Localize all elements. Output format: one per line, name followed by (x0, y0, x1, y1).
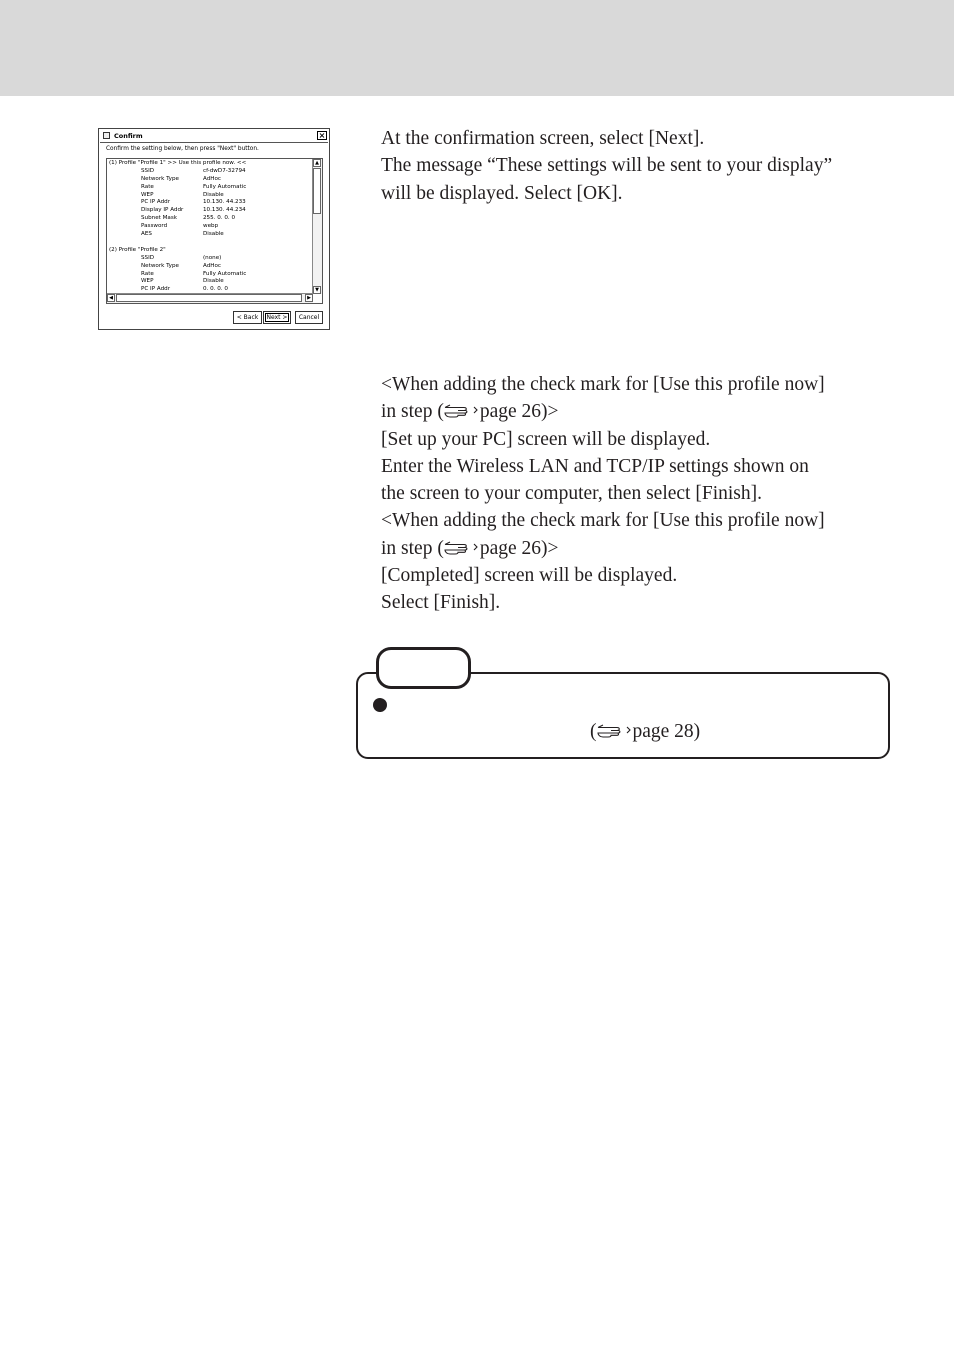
step-confirm-text (381, 125, 901, 207)
profile2-header: (2) Profile "Profile 2" (109, 246, 166, 253)
setting-value: 0. 0. 0. 0 (203, 286, 228, 293)
setting-value: webp (203, 223, 219, 230)
pointing-hand-icon (444, 404, 478, 418)
scroll-right-icon[interactable]: ▶ (305, 294, 313, 302)
page-ref: page 26)> (479, 401, 559, 423)
setting-key: WEP (141, 191, 154, 198)
close-icon[interactable]: × (318, 131, 326, 140)
dialog-instruction: Confirm the setting below, then press "Next" button. (106, 146, 259, 152)
setting-key: Rate (141, 270, 154, 277)
note-label-tab (376, 647, 471, 689)
text-line: will be displayed. Select [OK]. (381, 182, 623, 204)
spacer (109, 239, 309, 247)
text-line (381, 398, 901, 425)
text-line: <When adding the check mark for [Use this profile now] (381, 374, 825, 395)
setting-key: Network Type (141, 262, 179, 269)
setting-value: Fully Automatic (203, 183, 247, 190)
cancel-button[interactable]: Cancel (295, 311, 323, 324)
text-fragment: in step ( (381, 401, 444, 423)
text-line: <When adding the check mark for [Use this profile now] (381, 510, 825, 532)
next-button[interactable]: Next > (263, 311, 291, 324)
setting-row (109, 176, 309, 184)
setting-value: 10.130. 44.234 (203, 207, 246, 214)
text-fragment: in step ( (381, 537, 444, 559)
text-line: [Completed] screen will be displayed. (381, 565, 678, 587)
setting-row (109, 215, 309, 223)
setting-row (109, 168, 309, 176)
setting-value: AdHoc (203, 262, 221, 269)
confirm-dialog-screenshot (98, 128, 330, 330)
text-line (381, 535, 901, 562)
text-fragment: ( (590, 721, 597, 742)
vertical-scrollbar[interactable] (312, 159, 322, 294)
setting-row (109, 231, 309, 239)
text-line: Enter the Wireless LAN and TCP/IP settings shown on (381, 455, 809, 477)
setting-key: PC IP Addr (141, 286, 170, 293)
setting-value: Disable (203, 278, 224, 285)
setting-row (109, 199, 309, 207)
text-line: At the confirmation screen, select [Next]. (381, 128, 705, 149)
setting-row (109, 207, 309, 215)
setting-key: PC IP Addr (141, 199, 170, 206)
setting-row (109, 278, 309, 286)
settings-list[interactable] (106, 158, 323, 304)
dialog-title-bar (100, 130, 328, 143)
step-finish-text (381, 371, 901, 617)
pointing-hand-icon (597, 724, 631, 738)
setting-value: (none) (203, 254, 222, 261)
pointing-hand-icon (444, 541, 478, 555)
setting-key: Rate (141, 183, 154, 190)
horizontal-scrollbar[interactable] (107, 293, 313, 303)
setting-key: Network Type (141, 175, 179, 182)
back-button[interactable]: < Back (233, 311, 262, 324)
text-line: Select [Finish]. (381, 592, 501, 614)
note-page-reference (590, 720, 700, 744)
setting-key: WEP (141, 278, 154, 285)
setting-value: Disable (203, 191, 224, 198)
header-band (0, 0, 954, 96)
setting-key: Display IP Addr (141, 207, 184, 214)
scroll-thumb[interactable] (313, 168, 321, 214)
setting-key: SSID (141, 167, 155, 174)
setting-row (109, 263, 309, 271)
setting-row (109, 192, 309, 200)
setting-key: Subnet Mask (141, 215, 178, 222)
setting-row (109, 271, 309, 279)
page-ref: page 28) (632, 721, 701, 742)
profile1-header: (1) Profile "Profile 1" >> Use this profile now. << (109, 160, 247, 166)
scroll-left-icon[interactable]: ◀ (107, 294, 115, 302)
setting-value: 10.130. 44.233 (203, 199, 246, 206)
app-icon (103, 132, 110, 139)
setting-row (109, 255, 309, 263)
setting-key: SSID (141, 254, 155, 261)
page-ref: page 26)> (479, 537, 559, 559)
setting-value: cf-dwD7-32794 (203, 167, 246, 174)
scroll-up-icon[interactable]: ▲ (313, 159, 321, 167)
text-line: [Set up your PC] screen will be displayed. (381, 428, 711, 450)
setting-value: Fully Automatic (203, 270, 247, 277)
setting-value: 255. 0. 0. 0 (203, 215, 236, 222)
setting-key: Password (141, 223, 168, 230)
hscroll-thumb[interactable] (116, 294, 302, 302)
text-line: the screen to your computer, then select [Finish]. (381, 483, 762, 505)
setting-value: Disable (203, 231, 224, 238)
dialog-title: Confirm (114, 132, 143, 140)
setting-value: AdHoc (203, 175, 221, 182)
setting-row (109, 223, 309, 231)
setting-row (109, 184, 309, 192)
setting-key: AES (141, 231, 152, 238)
settings-rows (109, 160, 309, 294)
text-line: The message “These settings will be sent to your display” (381, 155, 833, 177)
bullet-icon (373, 698, 387, 712)
scroll-down-icon[interactable]: ▼ (313, 286, 321, 294)
